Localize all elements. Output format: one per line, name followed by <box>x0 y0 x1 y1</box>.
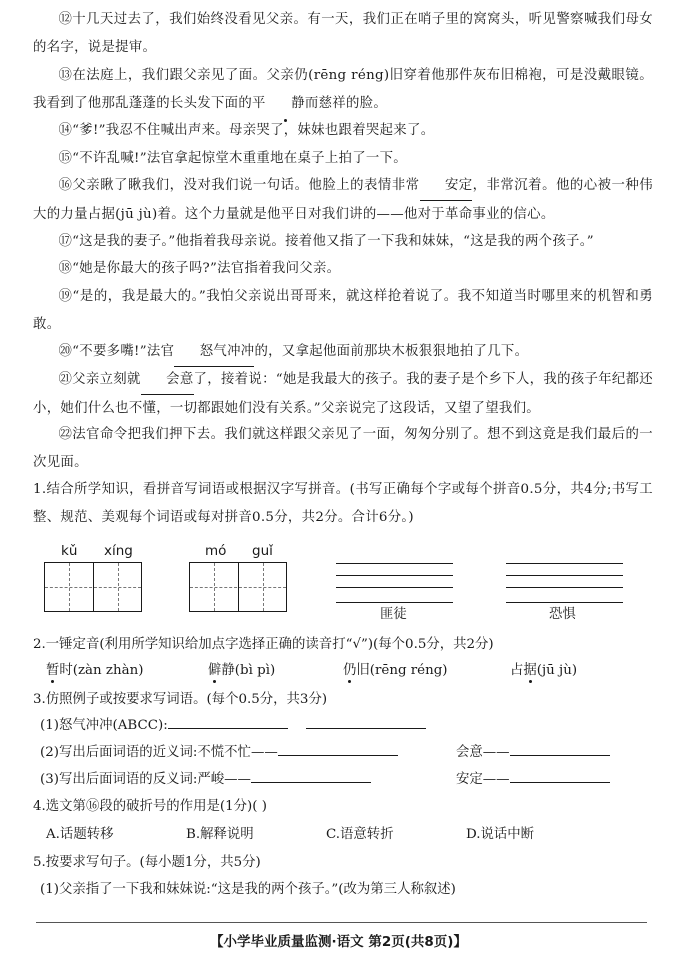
pinyin-writing-lines-2[interactable] <box>506 563 623 603</box>
option-a[interactable]: A.话题转移 <box>46 827 114 842</box>
paragraph-22: ㉒法官命令把我们押下去。我们就这样跟父亲见了一面，匆匆分别了。想不到这竟是我们最后的一次见面。 <box>33 427 653 470</box>
dotted-char: 静 <box>266 90 305 118</box>
question-3-prompt: 3.仿照例子或按要求写词语。(每个0.5分，共3分) <box>33 692 328 707</box>
paragraph-15: ⑮“不许乱喊!”法官拿起惊堂木重重地在桌子上拍了一下。 <box>58 151 407 166</box>
paragraph-19: ⑲“是的，我是最大的。”我怕父亲说出哥哥来，就这样抢着说了。我不知道当时哪里来的机智和勇敢。 <box>33 289 653 332</box>
underlined-word: 怒气冲冲 <box>174 338 254 367</box>
question-5-prompt: 5.按要求写句子。(每小题1分，共5分) <box>33 855 261 870</box>
q3-sub-3: (3)写出后面词语的反义词:严峻—— <box>40 768 371 787</box>
underlined-word: 安定 <box>420 172 473 201</box>
question-2-prompt: 2.一锤定音(利用所学知识给加点字选择正确的读音打“√”)(每个0.5分，共2分) <box>33 637 494 652</box>
word-label: 恐惧 <box>549 607 576 622</box>
option-c[interactable]: C.语意转折 <box>326 827 394 842</box>
pinyin-label: guǐ <box>252 543 273 559</box>
q2-item[interactable]: 仍旧(rēng réng) <box>343 659 448 678</box>
option-d[interactable]: D.说话中断 <box>466 827 535 842</box>
question-4-prompt: 4.选文第⑯段的破折号的作用是(1分)( ) <box>33 799 267 814</box>
q3-sub-1: (1)怒气冲冲(ABCC): <box>40 714 426 733</box>
paragraph-21: ㉑父亲立刻就 会意了，接着说：“她是我最大的孩子。我的妻子是个乡下人，我的孩子年纪都还小，她们什么也不懂，一切都跟她们没有关系。”父亲说完了这段话，又望了望我们。 <box>33 366 653 422</box>
underlined-word: 会意 <box>141 366 194 395</box>
q2-item[interactable]: 暂时(zàn zhàn) <box>46 659 143 678</box>
q2-item[interactable]: 僻静(bì pì) <box>208 659 275 678</box>
word-label: 匪徒 <box>380 607 407 622</box>
q3-sub-2: (2)写出后面词语的近义词:不慌不忙—— <box>40 741 398 760</box>
q5-sub-1: (1)父亲指了一下我和妹妹说:“这是我的两个孩子。”(改为第三人称叙述) <box>40 882 456 897</box>
paragraph-12: ⑫十几天过去了，我们始终没看见父亲。有一天，我们正在哨子里的窝窝头，听见警察喊我们母女的名字，说是提审。 <box>33 12 653 55</box>
option-b[interactable]: B.解释说明 <box>186 827 254 842</box>
footer-divider <box>36 922 647 923</box>
paragraph-18: ⑱“她是你最大的孩子吗?”法官指着我问父亲。 <box>58 261 341 276</box>
pinyin-writing-lines-1[interactable] <box>336 563 453 603</box>
paragraph-14: ⑭“爹!”我忍不住喊出声来。母亲哭了，妹妹也跟着哭起来了。 <box>58 123 435 138</box>
q2-item[interactable]: 占据(jū jù) <box>510 659 577 678</box>
paragraph-17: ⑰“这是我的妻子。”他指着我母亲说。接着他又指了一下我和妹妹，“这是我的两个孩子。” <box>58 234 594 249</box>
q3-sub-2b: 会意—— <box>456 741 610 760</box>
q3-sub-3b: 安定—— <box>456 768 610 787</box>
writing-grid-2[interactable] <box>189 562 287 612</box>
question-1-prompt: 1.结合所学知识，看拼音写词语或根据汉字写拼音。(书写正确每个字或每个拼音0.5分，共4分;书写工整、规范、美观每个词语或每对拼音0.5分，共2分。合计6分。) <box>33 482 653 525</box>
answer-blank[interactable] <box>278 741 398 756</box>
answer-blank[interactable] <box>251 768 371 783</box>
answer-blank[interactable] <box>306 714 426 729</box>
page-footer: 【小学毕业质量监测·语文 第2页(共8页)】 <box>210 934 467 950</box>
paragraph-13: ⑬在法庭上，我们跟父亲见了面。父亲仍(rēng réng)旧穿着他那件灰布旧棉袍，可是没戴眼镜。我看到了他那乱蓬蓬的长头发下面的平 静而慈祥的脸。 <box>33 62 653 117</box>
answer-blank[interactable] <box>510 768 610 783</box>
answer-blank[interactable] <box>510 741 610 756</box>
writing-grid-1[interactable] <box>44 562 142 612</box>
pinyin-label: kǔ <box>61 543 78 559</box>
paragraph-16: ⑯父亲瞅了瞅我们，没对我们说一句话。他脸上的表情非常 安定，非常沉着。他的心被一种伟大的力量占据(jū jù)着。这个力量就是他平日对我们讲的——他对于革命事业的信心。 <box>33 172 653 228</box>
answer-blank[interactable] <box>168 714 288 729</box>
pinyin-label: xíng <box>104 543 133 559</box>
paragraph-20: ⑳“不要多嘴!”法官 怒气冲冲的，又拿起他面前那块木板狠狠地拍了几下。 <box>33 338 653 367</box>
pinyin-label: mó <box>205 543 227 559</box>
